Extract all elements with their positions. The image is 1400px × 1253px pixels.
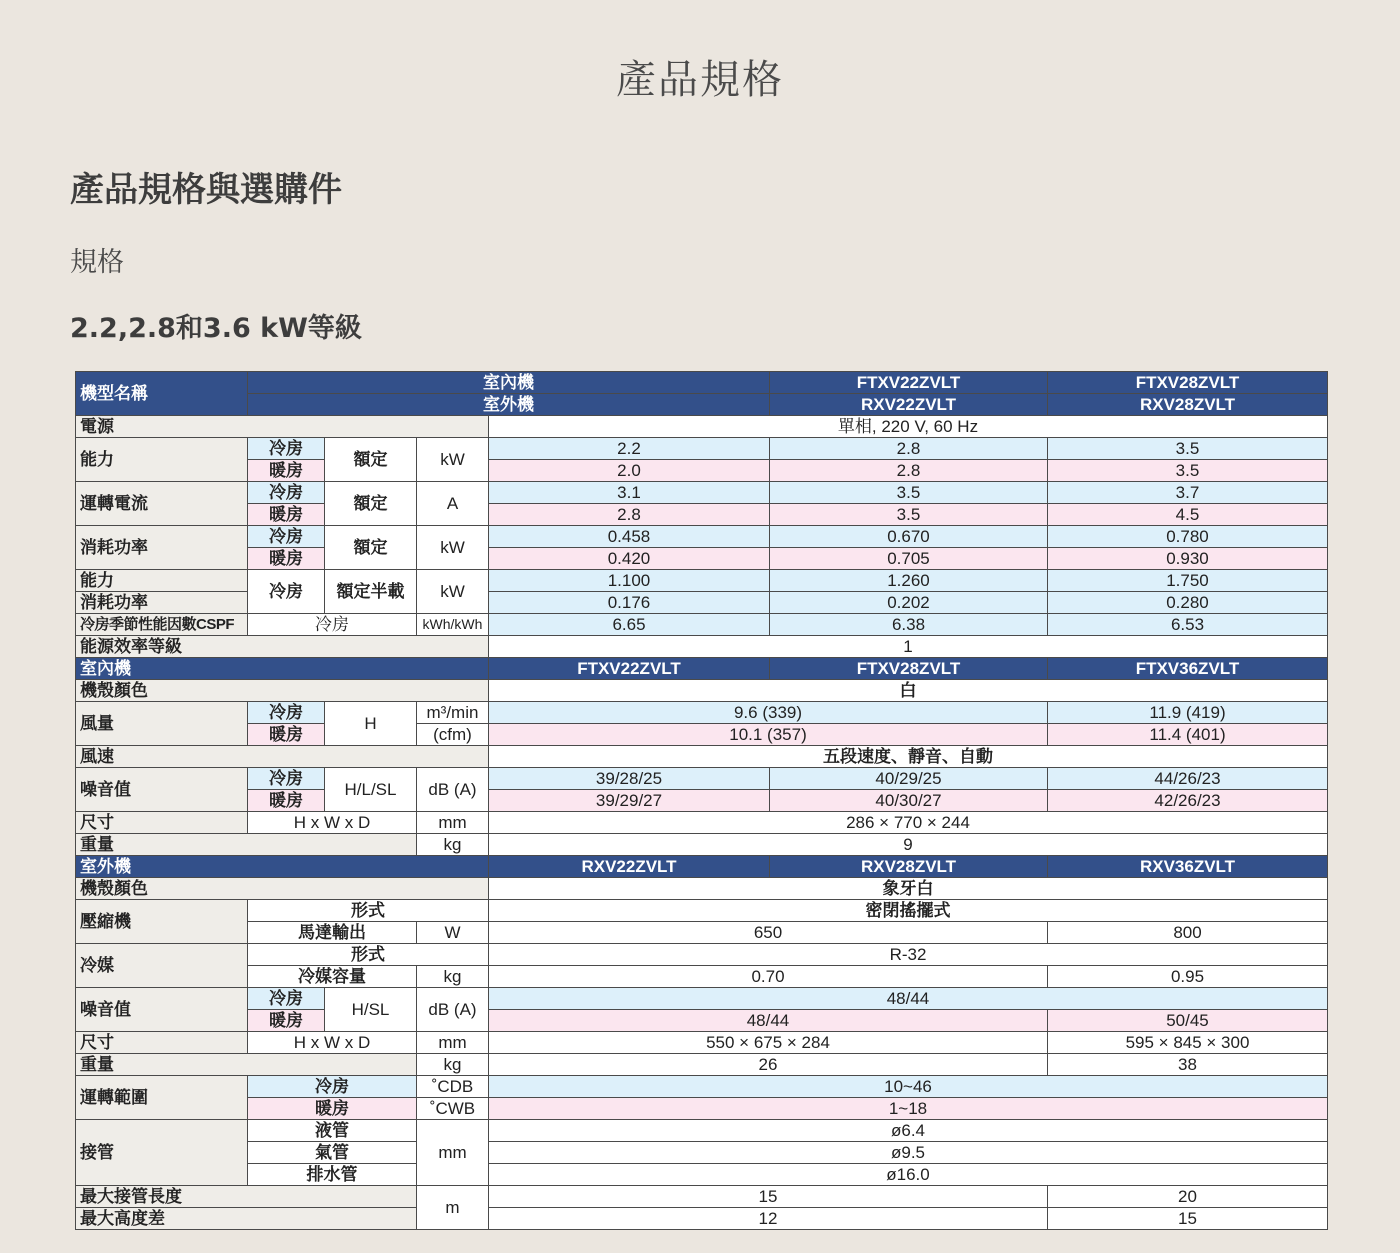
outdoor-noise-label: 噪音值 (76, 988, 248, 1032)
table-cell: 595 × 845 × 300 (1048, 1032, 1328, 1054)
max-length-label: 最大接管長度 (76, 1186, 417, 1208)
efficiency-value: 1 (489, 636, 1328, 658)
outdoor-model: RXV28ZVLT (770, 856, 1048, 878)
fan-speed-value: 五段速度、靜音、自動 (489, 746, 1328, 768)
efficiency-label: 能源效率等級 (76, 636, 489, 658)
cspf-label: 冷房季節性能因數CSPF (76, 614, 248, 636)
unit-label: kWh/kWh (417, 614, 489, 636)
unit-label: kg (417, 966, 489, 988)
cool-mode: 冷房 (248, 1076, 417, 1098)
table-cell: 39/28/25 (489, 768, 770, 790)
table-cell: 1.260 (770, 570, 1048, 592)
table-cell: 1.100 (489, 570, 770, 592)
motor-output-label: 馬達輸出 (248, 922, 417, 944)
outdoor-model: RXV28ZVLT (1048, 394, 1328, 416)
table-cell: 650 (489, 922, 1048, 944)
section-subheading: 規格 (70, 247, 124, 278)
max-height-label: 最大高度差 (76, 1208, 417, 1230)
table-cell: 20 (1048, 1186, 1328, 1208)
table-cell: 6.53 (1048, 614, 1328, 636)
table-row (76, 988, 1328, 1010)
table-cell: 50/45 (1048, 1010, 1328, 1032)
indoor-noise-label: 噪音值 (76, 768, 248, 812)
capacity-class-heading: 2.2,2.8和3.6 kW等級 (70, 313, 362, 344)
spec-table (75, 371, 1328, 1230)
unit-label: mm (417, 812, 489, 834)
charge-label: 冷媒容量 (248, 966, 417, 988)
indoor-model: FTXV22ZVLT (770, 372, 1048, 394)
indoor-unit-label: 室內機 (248, 372, 770, 394)
table-row (76, 1054, 1328, 1076)
refrigerant-type-value: R-32 (489, 944, 1328, 966)
table-row (76, 1032, 1328, 1054)
table-row (76, 856, 1328, 878)
airflow-label: 風量 (76, 702, 248, 746)
table-row (76, 812, 1328, 834)
table-cell: 2.8 (770, 438, 1048, 460)
table-row (76, 1142, 1328, 1164)
table-row (76, 878, 1328, 900)
table-row (76, 416, 1328, 438)
fan-speed-label: 風速 (76, 746, 489, 768)
table-cell: 0.705 (770, 548, 1048, 570)
gas-pipe-label: 氣管 (248, 1142, 417, 1164)
table-row (76, 702, 1328, 724)
spec-table-wrapper (75, 371, 1327, 1230)
model-name-label: 機型名稱 (76, 372, 248, 416)
unit-label: mm (417, 1120, 489, 1186)
cool-mode: 冷房 (248, 570, 325, 614)
table-cell: 10~46 (489, 1076, 1328, 1098)
table-row (76, 636, 1328, 658)
indoor-model: FTXV36ZVLT (1048, 658, 1328, 680)
table-cell: 2.0 (489, 460, 770, 482)
size-dimension: H x W x D (248, 1032, 417, 1054)
table-cell: 0.280 (1048, 592, 1328, 614)
table-cell: 12 (489, 1208, 1048, 1230)
table-row (76, 746, 1328, 768)
cool-mode: 冷房 (248, 614, 417, 636)
table-row (76, 658, 1328, 680)
indoor-model: FTXV22ZVLT (489, 658, 770, 680)
indoor-casing-label: 機殼顏色 (76, 680, 489, 702)
rated-half-label: 額定半載 (325, 570, 417, 614)
table-cell: 44/26/23 (1048, 768, 1328, 790)
heat-mode: 暖房 (248, 1010, 325, 1032)
unit-label: m³/min (417, 702, 489, 724)
table-row (76, 724, 1328, 746)
half-power-label: 消耗功率 (76, 592, 248, 614)
piping-label: 接管 (76, 1120, 248, 1186)
table-row (76, 614, 1328, 636)
power-supply-label: 電源 (76, 416, 489, 438)
table-cell: 40/30/27 (770, 790, 1048, 812)
cool-mode: 冷房 (248, 988, 325, 1010)
heat-mode: 暖房 (248, 790, 325, 812)
table-cell: 10.1 (357) (489, 724, 1048, 746)
indoor-model: FTXV28ZVLT (1048, 372, 1328, 394)
table-row (76, 1076, 1328, 1098)
table-cell: ø9.5 (489, 1142, 1328, 1164)
table-row (76, 922, 1328, 944)
table-cell: 800 (1048, 922, 1328, 944)
refrigerant-label: 冷媒 (76, 944, 248, 988)
table-cell: 42/26/23 (1048, 790, 1328, 812)
table-cell: 0.70 (489, 966, 1048, 988)
indoor-weight-label: 重量 (76, 834, 417, 856)
table-cell: 2.2 (489, 438, 770, 460)
outdoor-model: RXV36ZVLT (1048, 856, 1328, 878)
unit-label: kW (417, 526, 489, 570)
compressor-label: 壓縮機 (76, 900, 248, 944)
current-label: 運轉電流 (76, 482, 248, 526)
table-cell: 15 (1048, 1208, 1328, 1230)
table-row (76, 526, 1328, 548)
table-cell: 3.5 (770, 482, 1048, 504)
indoor-model: FTXV28ZVLT (770, 658, 1048, 680)
unit-label: kg (417, 1054, 489, 1076)
table-row (76, 1120, 1328, 1142)
table-row (76, 900, 1328, 922)
unit-label: A (417, 482, 489, 526)
table-cell: 6.38 (770, 614, 1048, 636)
unit-label: ˚CWB (417, 1098, 489, 1120)
outdoor-size-label: 尺寸 (76, 1032, 248, 1054)
liquid-pipe-label: 液管 (248, 1120, 417, 1142)
table-row (76, 768, 1328, 790)
airflow-mode: H (325, 702, 417, 746)
table-cell: ø6.4 (489, 1120, 1328, 1142)
table-cell: 3.7 (1048, 482, 1328, 504)
table-row (76, 966, 1328, 988)
table-row (76, 1208, 1328, 1230)
table-cell: 40/29/25 (770, 768, 1048, 790)
table-cell: 15 (489, 1186, 1048, 1208)
outdoor-section-label: 室外機 (76, 856, 489, 878)
unit-label: m (417, 1186, 489, 1230)
cool-mode: 冷房 (248, 438, 325, 460)
table-row (76, 570, 1328, 592)
unit-label: W (417, 922, 489, 944)
unit-label: kW (417, 570, 489, 614)
indoor-size-label: 尺寸 (76, 812, 248, 834)
outdoor-model: RXV22ZVLT (489, 856, 770, 878)
table-cell: 0.95 (1048, 966, 1328, 988)
table-row (76, 944, 1328, 966)
table-cell: 9.6 (339) (489, 702, 1048, 724)
table-cell: 38 (1048, 1054, 1328, 1076)
table-row (76, 438, 1328, 460)
unit-label: ˚CDB (417, 1076, 489, 1098)
table-row (76, 548, 1328, 570)
table-cell: 39/29/27 (489, 790, 770, 812)
table-cell: 2.8 (489, 504, 770, 526)
table-cell: 11.9 (419) (1048, 702, 1328, 724)
table-row (76, 460, 1328, 482)
outdoor-model: RXV22ZVLT (770, 394, 1048, 416)
power-supply-value: 單相, 220 V, 60 Hz (489, 416, 1328, 438)
half-capacity-label: 能力 (76, 570, 248, 592)
range-label: 運轉範圍 (76, 1076, 248, 1120)
heat-mode: 暖房 (248, 724, 325, 746)
cool-mode: 冷房 (248, 702, 325, 724)
table-row (76, 1098, 1328, 1120)
cool-mode: 冷房 (248, 482, 325, 504)
table-row (76, 834, 1328, 856)
outdoor-unit-label: 室外機 (248, 394, 770, 416)
type-label: 形式 (248, 900, 489, 922)
table-row (76, 1164, 1328, 1186)
table-row (76, 680, 1328, 702)
table-row (76, 1186, 1328, 1208)
outdoor-casing-label: 機殼顏色 (76, 878, 489, 900)
indoor-section-label: 室內機 (76, 658, 489, 680)
table-cell: 550 × 675 × 284 (489, 1032, 1048, 1054)
table-cell: 48/44 (489, 1010, 1048, 1032)
table-cell: 0.670 (770, 526, 1048, 548)
table-row (76, 790, 1328, 812)
table-cell: 0.420 (489, 548, 770, 570)
outdoor-casing-value: 象牙白 (489, 878, 1328, 900)
table-cell: 1~18 (489, 1098, 1328, 1120)
unit-label: kW (417, 438, 489, 482)
table-cell: 3.5 (770, 504, 1048, 526)
unit-label: dB (A) (417, 988, 489, 1032)
table-cell: ø16.0 (489, 1164, 1328, 1186)
table-cell: 48/44 (489, 988, 1328, 1010)
heat-mode: 暖房 (248, 504, 325, 526)
table-cell: 26 (489, 1054, 1048, 1076)
table-row (76, 394, 1328, 416)
indoor-size-value: 286 × 770 × 244 (489, 812, 1328, 834)
section-heading: 產品規格與選購件 (70, 170, 342, 210)
table-cell: 3.5 (1048, 438, 1328, 460)
cool-mode: 冷房 (248, 526, 325, 548)
table-cell: 0.202 (770, 592, 1048, 614)
table-cell: 0.930 (1048, 548, 1328, 570)
table-cell: 4.5 (1048, 504, 1328, 526)
size-dimension: H x W x D (248, 812, 417, 834)
type-label: 形式 (248, 944, 489, 966)
page-top-title: 產品規格 (616, 57, 784, 103)
compressor-type-value: 密閉搖擺式 (489, 900, 1328, 922)
table-cell: 2.8 (770, 460, 1048, 482)
heat-mode: 暖房 (248, 460, 325, 482)
table-cell: 0.458 (489, 526, 770, 548)
table-row (76, 482, 1328, 504)
table-cell: 3.5 (1048, 460, 1328, 482)
cool-mode: 冷房 (248, 768, 325, 790)
table-cell: 0.176 (489, 592, 770, 614)
unit-label: kg (417, 834, 489, 856)
unit-label: mm (417, 1032, 489, 1054)
table-cell: 6.65 (489, 614, 770, 636)
noise-mode: H/SL (325, 988, 417, 1032)
unit-label: (cfm) (417, 724, 489, 746)
indoor-casing-value: 白 (489, 680, 1328, 702)
rated-label: 額定 (325, 482, 417, 526)
capacity-label: 能力 (76, 438, 248, 482)
rated-label: 額定 (325, 438, 417, 482)
table-row (76, 372, 1328, 394)
table-cell: 0.780 (1048, 526, 1328, 548)
indoor-weight-value: 9 (489, 834, 1328, 856)
rated-label: 額定 (325, 526, 417, 570)
table-cell: 11.4 (401) (1048, 724, 1328, 746)
noise-mode: H/L/SL (325, 768, 417, 812)
power-label: 消耗功率 (76, 526, 248, 570)
table-row (76, 504, 1328, 526)
drain-pipe-label: 排水管 (248, 1164, 417, 1186)
heat-mode: 暖房 (248, 1098, 417, 1120)
table-row (76, 1010, 1328, 1032)
heat-mode: 暖房 (248, 548, 325, 570)
table-cell: 1.750 (1048, 570, 1328, 592)
unit-label: dB (A) (417, 768, 489, 812)
outdoor-weight-label: 重量 (76, 1054, 417, 1076)
table-cell: 3.1 (489, 482, 770, 504)
